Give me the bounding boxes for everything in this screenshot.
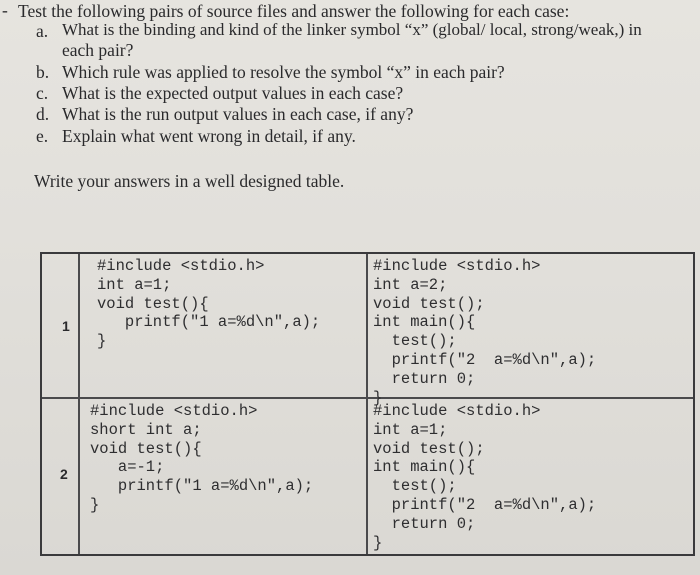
code-line: int main(){ — [373, 313, 476, 332]
row-2-number: 2 — [60, 466, 68, 482]
intro-text: Test the following pairs of source files and answer the following for each case: — [18, 1, 570, 21]
row-2-left-code — [90, 402, 313, 515]
question-a-letter: a. — [36, 21, 49, 41]
code-column-divider — [366, 254, 368, 554]
question-a-text: What is the binding and kind of the linker symbol “x” (global/ local, strong/weak,) in — [62, 20, 642, 39]
row-1-left-code — [97, 257, 320, 351]
code-line: printf("1 a=%d\n",a); — [90, 477, 314, 496]
code-line: #include <stdio.h> — [373, 402, 541, 420]
question-c-text: What is the expected output values in each case? — [62, 83, 404, 103]
code-comparison-table — [40, 252, 695, 556]
code-line: } — [97, 332, 107, 351]
code-line: test(); — [373, 332, 457, 351]
row-1-right-code — [373, 257, 596, 407]
code-line: return 0; — [373, 369, 476, 388]
question-a-text-cont: each pair? — [62, 40, 134, 60]
closing-instruction: Write your answers in a well designed table. — [34, 171, 345, 191]
question-e-letter: e. — [36, 126, 49, 146]
code-line: #include <stdio.h> — [97, 257, 265, 275]
question-d-letter: d. — [36, 104, 50, 124]
number-column-divider — [78, 254, 80, 554]
code-line: test(); — [373, 477, 457, 496]
row-2-right-code — [373, 402, 596, 552]
code-line: int a=1; — [373, 420, 448, 439]
code-line: short int a; — [90, 420, 202, 439]
code-line: } — [373, 533, 383, 552]
code-line: int a=1; — [97, 275, 172, 294]
code-line: int a=2; — [373, 275, 448, 294]
code-line: } — [373, 388, 383, 407]
code-line: } — [90, 495, 100, 514]
code-line: printf("2 a=%d\n",a); — [373, 495, 597, 514]
code-line: return 0; — [373, 514, 476, 533]
code-line: void test(); — [373, 294, 485, 313]
code-line: void test(){ — [97, 294, 209, 313]
code-line: a=-1; — [90, 458, 165, 477]
code-line: int main(){ — [373, 458, 476, 477]
question-e-text: Explain what went wrong in detail, if any. — [62, 126, 356, 146]
question-b-letter: b. — [36, 62, 50, 82]
code-line: #include <stdio.h> — [373, 257, 541, 275]
code-line: #include <stdio.h> — [90, 402, 258, 420]
lead-dash: - — [2, 0, 8, 20]
question-b-text: Which rule was applied to resolve the symbol “x” in each pair? — [62, 62, 505, 82]
code-line: printf("2 a=%d\n",a); — [373, 350, 597, 369]
code-line: void test(){ — [90, 439, 202, 458]
question-d-text: What is the run output values in each case, if any? — [62, 104, 414, 124]
code-line: void test(); — [373, 439, 485, 458]
row-1-number: 1 — [62, 318, 70, 334]
question-c-letter: c. — [36, 83, 49, 103]
code-line: printf("1 a=%d\n",a); — [97, 313, 321, 332]
